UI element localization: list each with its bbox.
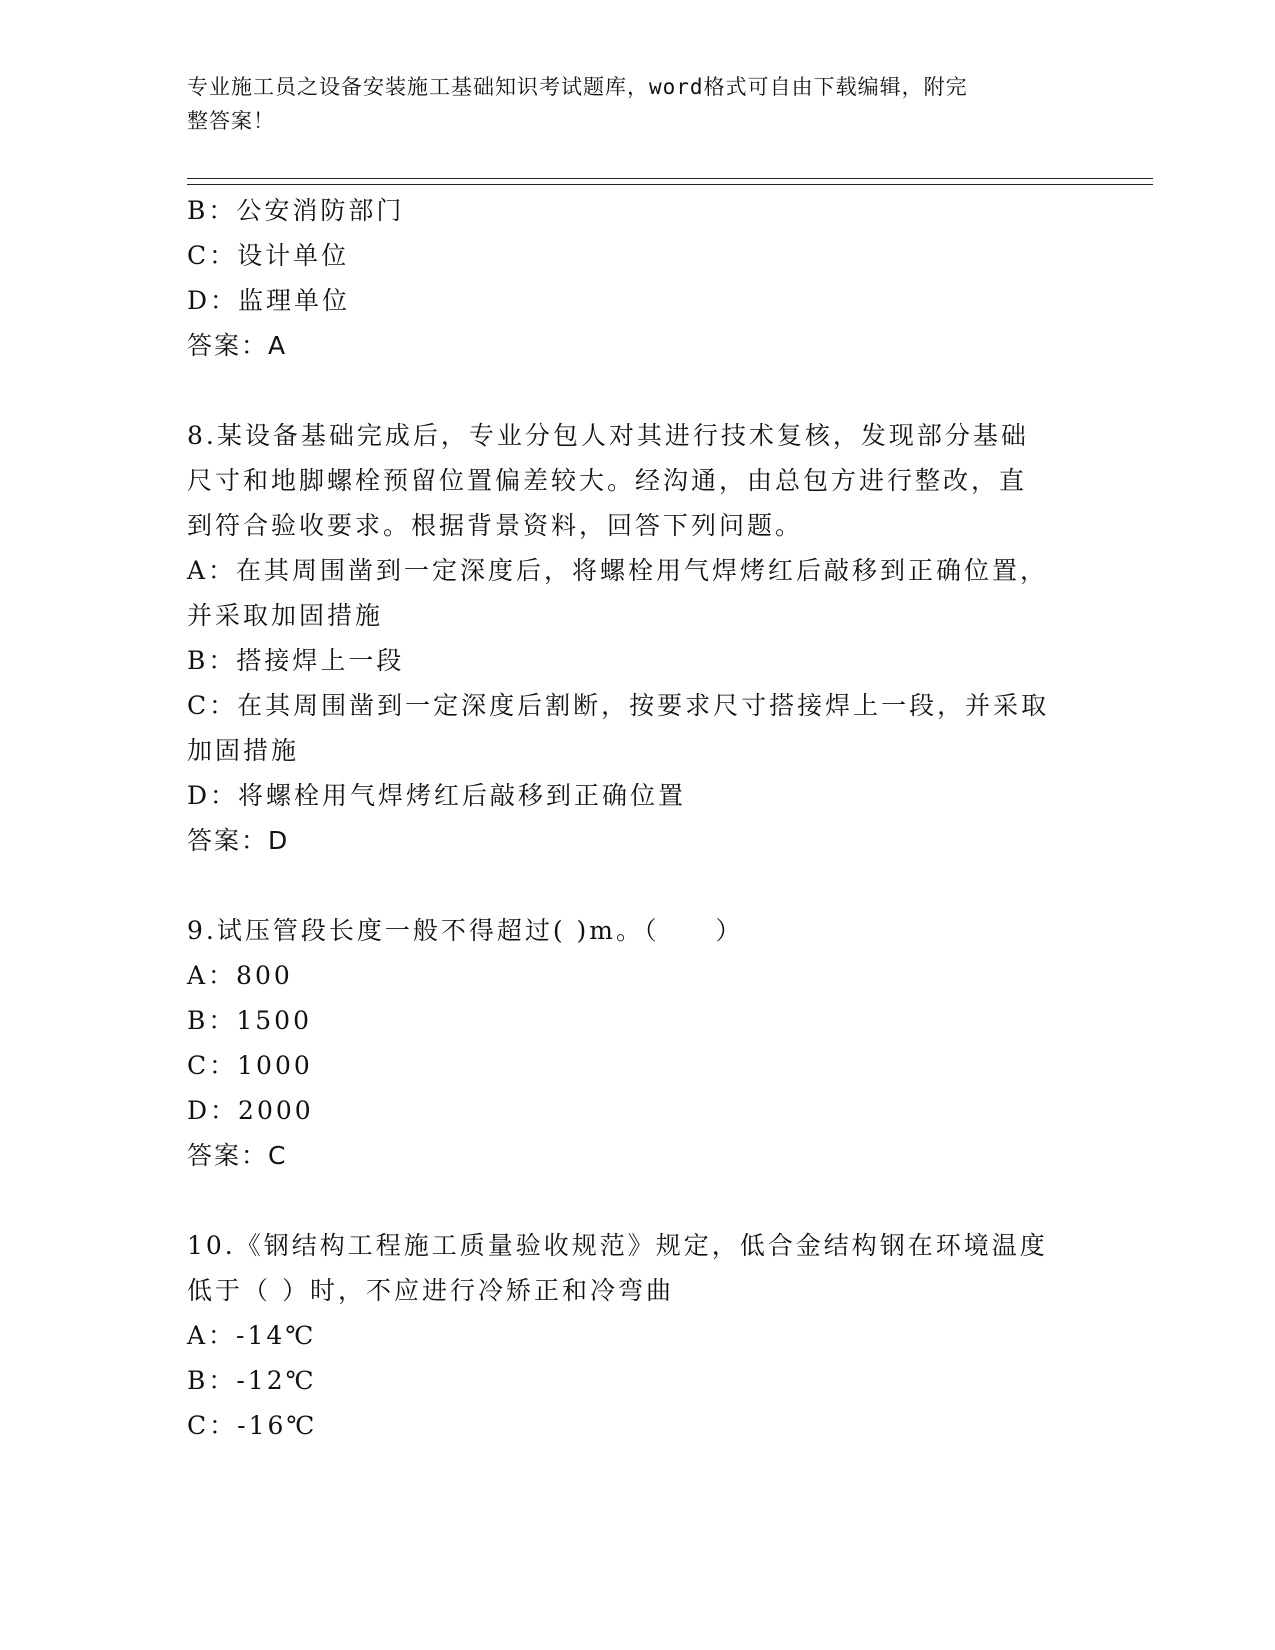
question-9-option-d: D：2000 [187, 1096, 314, 1125]
question-9-option-c: C：1000 [187, 1051, 313, 1080]
question-8-block [187, 413, 1087, 863]
question-7-option-c: C：设计单位 [187, 241, 350, 270]
question-8-stem-line-1: 8.某设备基础完成后，专业分包人对其进行技术复核，发现部分基础 [187, 421, 1029, 450]
question-spacer [187, 1178, 1087, 1223]
question-spacer [187, 368, 1087, 413]
question-9-block [187, 908, 1087, 1178]
question-10-option-c: C：-16℃ [187, 1411, 318, 1440]
question-9-option-b: B：1500 [187, 1006, 312, 1035]
question-7-block [187, 188, 1087, 368]
question-spacer [187, 863, 1087, 908]
question-10-option-a: A：-14℃ [187, 1321, 317, 1350]
question-8-stem-line-3: 到符合验收要求。根据背景资料，回答下列问题。 [187, 511, 804, 540]
header-line-2: 整答案！ [187, 109, 275, 133]
question-8-stem-line-2: 尺寸和地脚螺栓预留位置偏差较大。经沟通，由总包方进行整改，直 [187, 466, 1028, 495]
question-9-stem: 9.试压管段长度一般不得超过( )m。（ ） [187, 916, 744, 945]
question-list [187, 188, 1087, 1448]
question-8-answer: 答案：D [187, 826, 290, 855]
question-10-option-b: B：-12℃ [187, 1366, 317, 1395]
header-line-1: 专业施工员之设备安装施工基础知识考试题库，word格式可自由下载编辑，附完 [187, 75, 968, 99]
question-8-option-c-line-1: C：在其周围凿到一定深度后割断，按要求尺寸搭接焊上一段，并采取 [187, 691, 1050, 720]
question-8-option-a-line-2: 并采取加固措施 [187, 601, 384, 630]
question-7-answer: 答案：A [187, 331, 288, 360]
header-divider-bottom [187, 184, 1153, 185]
question-9-answer: 答案：C [187, 1141, 288, 1170]
header-divider-top [187, 178, 1153, 179]
question-9-option-a: A：800 [187, 961, 293, 990]
question-8-option-b: B：搭接焊上一段 [187, 646, 405, 675]
question-7-option-d: D：监理单位 [187, 286, 351, 315]
question-7-option-b: B：公安消防部门 [187, 196, 405, 225]
question-10-block [187, 1223, 1087, 1448]
question-10-stem-line-1: 10.《钢结构工程施工质量验收规范》规定，低合金结构钢在环境温度 [187, 1231, 1048, 1260]
question-8-option-c-line-2: 加固措施 [187, 736, 300, 765]
document-header [187, 70, 1067, 138]
question-10-stem-line-2: 低于（ ）时，不应进行冷矫正和冷弯曲 [187, 1276, 674, 1305]
question-8-option-d: D：将螺栓用气焊烤红后敲移到正确位置 [187, 781, 687, 810]
question-8-option-a-line-1: A：在其周围凿到一定深度后，将螺栓用气焊烤红后敲移到正确位置， [187, 556, 1049, 585]
